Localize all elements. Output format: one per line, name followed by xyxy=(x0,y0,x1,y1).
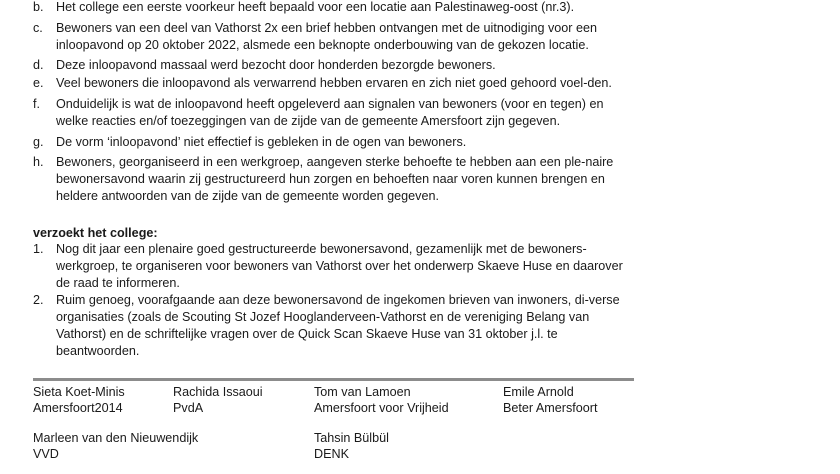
signatory-party: PvdA xyxy=(173,401,204,415)
item-text: Onduidelijk is wat de inloopavond heeft opgeleverd aan signalen van bewoners (voor en tegen) en welke reacties en/of toezeggingen van de zijde van de gemeente Amersfoort zijn gegeven. xyxy=(56,96,604,128)
divider xyxy=(33,378,634,381)
signatory xyxy=(33,384,125,416)
list-item xyxy=(33,0,633,16)
item-text: Ruim genoeg, voorafgaande aan deze bewonersavond de ingekomen brieven van inwoners, di-verse organisaties (zoals de Scouting St Jozef Hooglanderveen-Vathorst en de vereniging Belang van Vathorst) en de schriftelijke vragen over de Quick Scan Skaeve Huse van 31 oktober j.l. te beantwoorden. xyxy=(56,293,620,358)
item-marker: 2. xyxy=(33,293,44,308)
item-marker: g. xyxy=(33,134,44,149)
signatory-name: Rachida Issaoui xyxy=(173,385,263,399)
signatory xyxy=(503,384,598,416)
item-text: Het college een eerste voorkeur heeft bepaald voor een locatie aan Palestinaweg-oost (nr.3). xyxy=(56,0,575,14)
signatory xyxy=(314,430,389,462)
signatory-name: Tahsin Bülbül xyxy=(314,431,389,445)
signatory-party: Amersfoort voor Vrijheid xyxy=(314,401,449,415)
list-item xyxy=(33,75,633,92)
list-item xyxy=(33,134,633,151)
signatory-name: Marleen van den Nieuwendijk xyxy=(33,431,199,445)
list-item xyxy=(33,154,633,204)
list-item xyxy=(33,241,633,291)
item-marker: h. xyxy=(33,155,44,170)
signatory-name: Tom van Lamoen xyxy=(314,385,411,399)
signatory-name: Sieta Koet-Minis xyxy=(33,385,125,399)
item-text: Deze inloopavond massaal werd bezocht door honderden bezorgde bewoners. xyxy=(56,58,496,73)
signatory-party: DENK xyxy=(314,447,349,461)
item-text: Nog dit jaar een plenaire goed gestructureerde bewonersavond, gezamenlijk met de bewoners-werkgroep, te organiseren voor bewoners van Vathorst over het onderwerp Skaeve Huse en daarover de raad te informeren. xyxy=(56,242,623,290)
item-text: Bewoners van een deel van Vathorst 2x een brief hebben ontvangen met de uitnodiging voor een inloopavond op 20 oktober 2022, alsmede een beknopte onderbouwing van de gekozen locatie. xyxy=(56,20,597,52)
item-marker: d. xyxy=(33,58,44,73)
request-heading: verzoekt het college: xyxy=(33,226,158,240)
item-text: Veel bewoners die inloopavond als verwarrend hebben ervaren en zich niet goed gehoord voel-den. xyxy=(56,76,612,91)
item-marker: 1. xyxy=(33,242,44,256)
list-item xyxy=(33,57,633,74)
item-marker: b. xyxy=(33,0,44,14)
list-item xyxy=(33,96,633,130)
signatory-name: Emile Arnold xyxy=(503,385,574,399)
item-text: De vorm ‘inloopavond’ niet effectief is gebleken in de ogen van bewoners. xyxy=(56,134,467,149)
considerations-list xyxy=(33,0,633,206)
list-item xyxy=(33,292,633,359)
item-marker: f. xyxy=(33,96,40,111)
signatory xyxy=(314,384,449,416)
item-marker: e. xyxy=(33,76,44,91)
signatory-party: VVD xyxy=(33,447,59,461)
list-item xyxy=(33,20,633,54)
signatory-party: Beter Amersfoort xyxy=(503,401,598,415)
signatory-party: Amersfoort2014 xyxy=(33,401,123,415)
signatory xyxy=(173,384,263,416)
requests-list xyxy=(33,241,633,361)
item-marker: c. xyxy=(33,20,43,35)
item-text: Bewoners, georganiseerd in een werkgroep, aangeven sterke behoefte te hebben aan een ple-naire bewonersavond waarin zij gestructureerd hun zorgen en behoeften naar voren kunnen brengen en heldere antwoorden van de zijde van de gemeente worden gegeven. xyxy=(56,155,614,203)
signatory xyxy=(33,430,198,462)
